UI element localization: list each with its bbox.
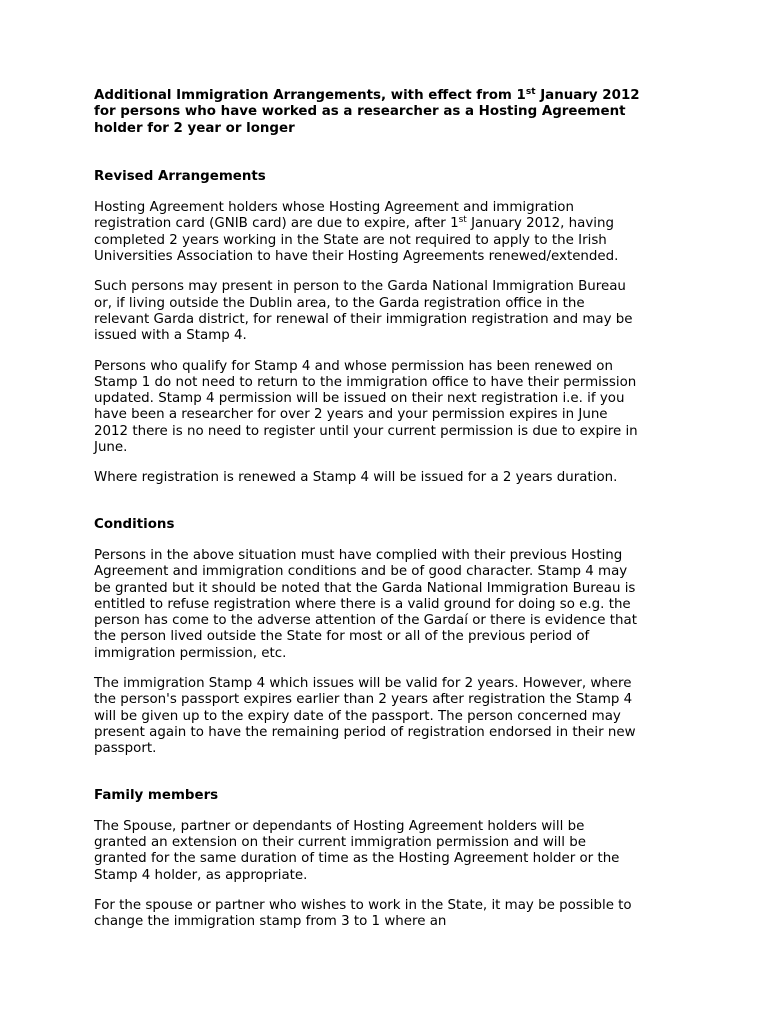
paragraph-line: Such persons may present in person to the Garda National Immigration Bureau: [94, 279, 626, 295]
paragraph: [94, 279, 694, 344]
title-text: January 2012: [535, 88, 640, 103]
superscript: st: [458, 215, 467, 226]
paragraph-line: Hosting Agreement holders whose Hosting Agreement and immigration: [94, 200, 574, 216]
section-heading-family-members: Family members: [94, 787, 219, 803]
paragraph-line: Stamp 4 holder, as appropriate.: [94, 867, 308, 883]
title-superscript: st: [525, 87, 536, 97]
document-title: [94, 88, 694, 137]
title-text: Additional Immigration Arrangements, with effect from 1: [94, 88, 526, 103]
paragraph-line: the person's passport expires earlier than 2 years after registration the Stamp 4: [94, 692, 633, 708]
paragraph: [94, 898, 694, 931]
title-line: for persons who have worked as a researcher as a Hosting Agreement: [94, 104, 626, 120]
paragraph-text: registration card (GNIB card) are due to expire, after 1: [94, 216, 459, 232]
paragraph-line: Persons who qualify for Stamp 4 and whose permission has been renewed on: [94, 358, 613, 374]
paragraph-line: The immigration Stamp 4 which issues will be valid for 2 years. However, where: [94, 676, 632, 692]
title-line: [94, 88, 694, 104]
paragraph-line: entitled to refuse registration where there is a valid ground for doing so e.g. the: [94, 596, 631, 612]
paragraph-line: have been a researcher for over 2 years and your permission expires in June: [94, 407, 608, 423]
section-heading-revised-arrangements: Revised Arrangements: [94, 168, 266, 184]
paragraph-line: Agreement and immigration conditions and be of good character. Stamp 4 may: [94, 564, 628, 580]
section-heading-conditions: Conditions: [94, 516, 175, 532]
paragraph-line: Universities Association to have their Hosting Agreements renewed/extended.: [94, 249, 619, 265]
title-line: holder for 2 year or longer: [94, 120, 295, 136]
document-body: [94, 88, 694, 931]
paragraph: [94, 548, 694, 662]
paragraph-line: granted an extension on their current immigration permission and will be: [94, 835, 586, 851]
paragraph: [94, 359, 694, 457]
paragraph-line: Where registration is renewed a Stamp 4 will be issued for a 2 years duration.: [94, 470, 618, 486]
paragraph-line: updated. Stamp 4 permission will be issued on their next registration i.e. if you: [94, 391, 625, 407]
paragraph-line: person has come to the adverse attention of the Gardaí or there is evidence that: [94, 613, 637, 629]
paragraph-line: immigration permission, etc.: [94, 645, 287, 661]
paragraph-line: [94, 216, 694, 232]
paragraph-line: or, if living outside the Dublin area, to the Garda registration office in the: [94, 295, 585, 311]
paragraph-text: January 2012, having: [466, 216, 615, 232]
paragraph-line: completed 2 years working in the State are not required to apply to the Irish: [94, 232, 607, 248]
paragraph-line: Persons in the above situation must have complied with their previous Hosting: [94, 547, 623, 563]
paragraph-line: be granted but it should be noted that the Garda National Immigration Bureau is: [94, 580, 636, 596]
paragraph-line: The Spouse, partner or dependants of Hosting Agreement holders will be: [94, 818, 585, 834]
paragraph: [94, 819, 694, 884]
paragraph-line: issued with a Stamp 4.: [94, 328, 247, 344]
paragraph-line: relevant Garda district, for renewal of their immigration registration and may be: [94, 311, 633, 327]
paragraph-line: change the immigration stamp from 3 to 1 where an: [94, 914, 447, 930]
paragraph-line: will be given up to the expiry date of the passport. The person concerned may: [94, 708, 621, 724]
paragraph: [94, 470, 694, 486]
paragraph-line: 2012 there is no need to register until your current permission is due to expire in: [94, 423, 638, 439]
paragraph-line: June.: [94, 440, 128, 456]
paragraph-line: granted for the same duration of time as the Hosting Agreement holder or the: [94, 851, 620, 867]
paragraph-line: Stamp 1 do not need to return to the immigration office to have their permission: [94, 374, 637, 390]
paragraph: [94, 200, 694, 265]
paragraph: [94, 676, 694, 757]
paragraph-line: passport.: [94, 741, 157, 757]
paragraph-line: the person lived outside the State for most or all of the previous period of: [94, 629, 590, 645]
paragraph-line: present again to have the remaining period of registration endorsed in their new: [94, 724, 636, 740]
paragraph-line: For the spouse or partner who wishes to work in the State, it may be possible to: [94, 897, 632, 913]
